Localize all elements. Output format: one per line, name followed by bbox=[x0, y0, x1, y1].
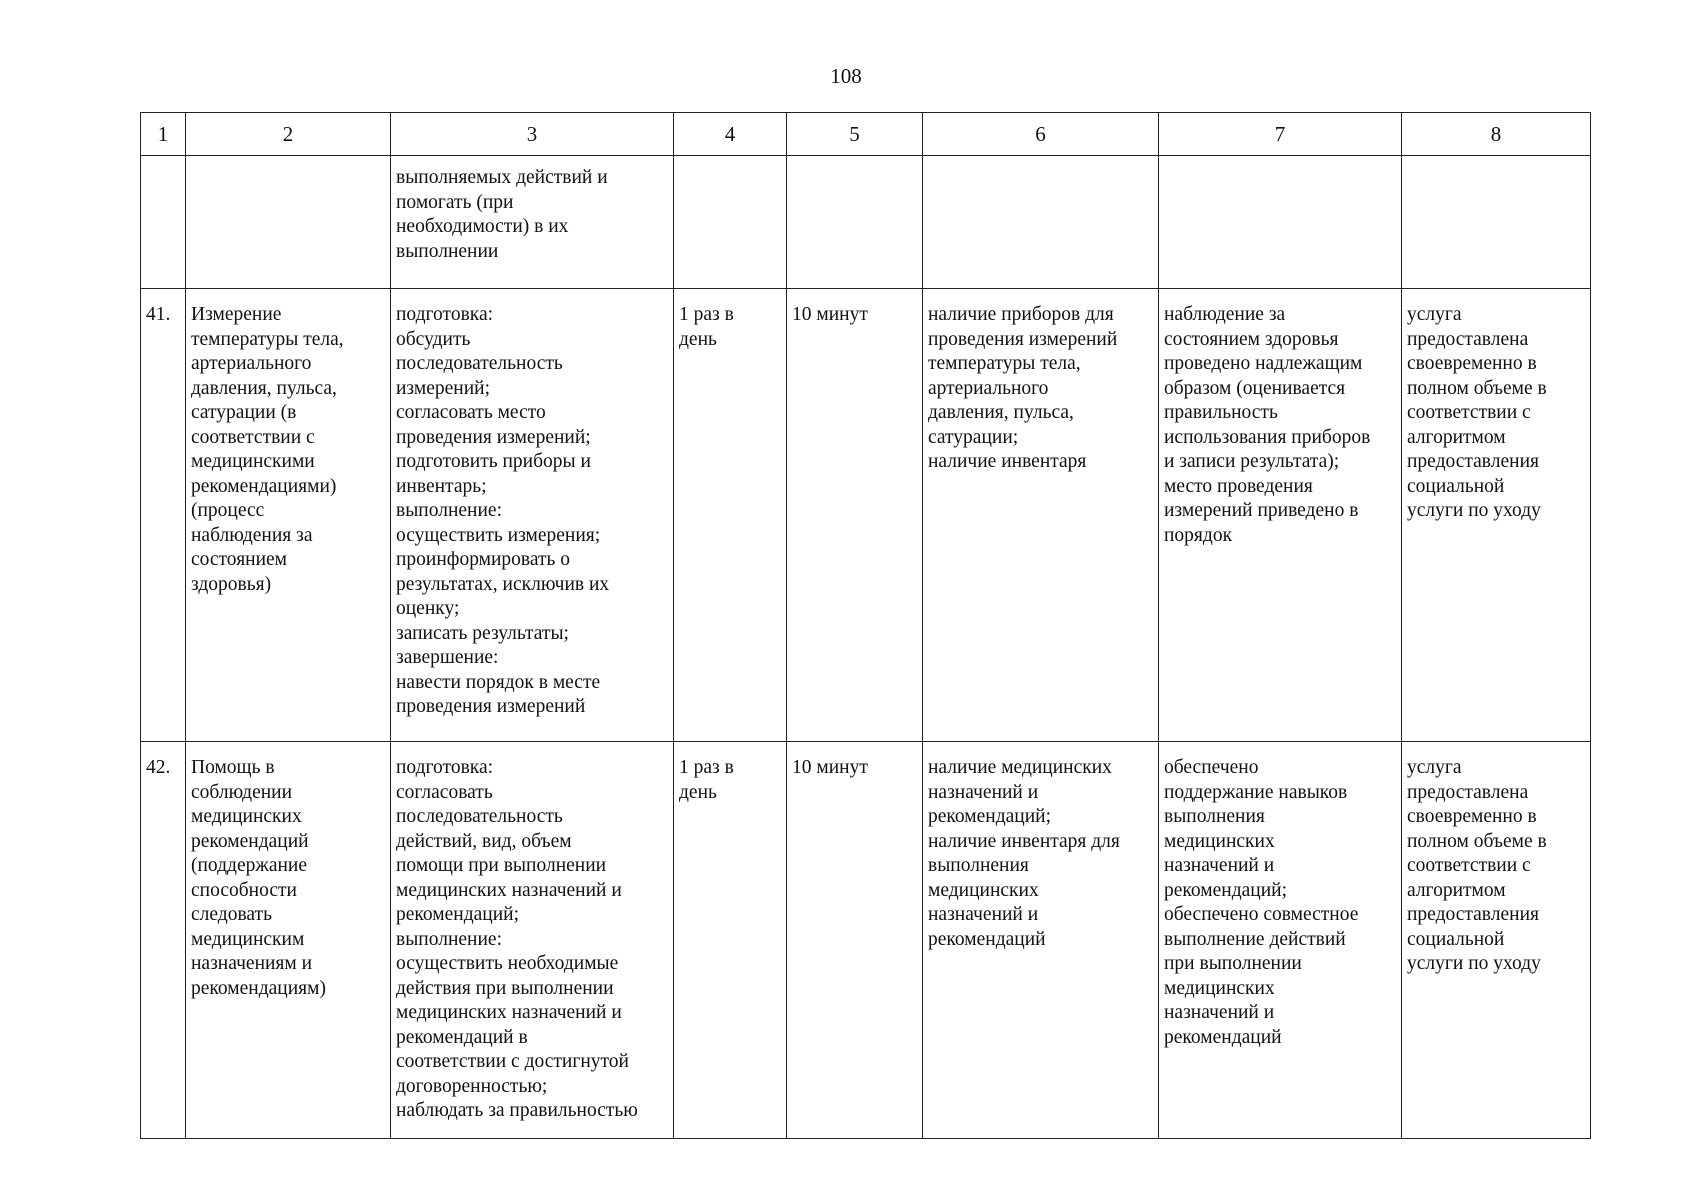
row-number-cell bbox=[141, 156, 186, 289]
column-header: 7 bbox=[1159, 113, 1402, 156]
service-name-cell: Измерение температуры тела, артериального давления, пульса, сатурации (в соответствии с медицинскими рекомендациями) (процесс наблюдения за состоянием здоровья) bbox=[186, 289, 391, 742]
duration-cell bbox=[787, 156, 923, 289]
column-header: 2 bbox=[186, 113, 391, 156]
column-header: 8 bbox=[1402, 113, 1591, 156]
column-number-row bbox=[141, 113, 1591, 156]
frequency-cell: 1 раз в день bbox=[674, 289, 787, 742]
services-table bbox=[140, 112, 1591, 1139]
frequency-cell bbox=[674, 156, 787, 289]
table-row bbox=[141, 156, 1591, 289]
quality-cell: обеспечено поддержание навыков выполнения медицинских назначений и рекомендаций; обеспечено совместное выполнение действий при выполнении медицинских назначений и рекомендаций bbox=[1159, 742, 1402, 1139]
quality-cell: наблюдение за состоянием здоровья проведено надлежащим образом (оценивается правильность использования приборов и записи результата); место проведения измерений приведено в порядок bbox=[1159, 289, 1402, 742]
result-cell: услуга предоставлена своевременно в полном объеме в соответствии с алгоритмом предоставления социальной услуги по уходу bbox=[1402, 742, 1591, 1139]
result-cell bbox=[1402, 156, 1591, 289]
column-header: 3 bbox=[391, 113, 674, 156]
quality-cell bbox=[1159, 156, 1402, 289]
result-cell: услуга предоставлена своевременно в полном объеме в соответствии с алгоритмом предоставления социальной услуги по уходу bbox=[1402, 289, 1591, 742]
column-header: 5 bbox=[787, 113, 923, 156]
conditions-cell bbox=[923, 156, 1159, 289]
frequency-cell: 1 раз в день bbox=[674, 742, 787, 1139]
row-number-cell: 41. bbox=[141, 289, 186, 742]
service-name-cell: Помощь в соблюдении медицинских рекомендаций (поддержание способности следовать медицинским назначениям и рекомендациям) bbox=[186, 742, 391, 1139]
column-header: 1 bbox=[141, 113, 186, 156]
duration-cell: 10 минут bbox=[787, 289, 923, 742]
conditions-cell: наличие приборов для проведения измерений температуры тела, артериального давления, пульса, сатурации; наличие инвентаря bbox=[923, 289, 1159, 742]
duration-cell: 10 минут bbox=[787, 742, 923, 1139]
actions-cell: подготовка: обсудить последовательность измерений; согласовать место проведения измерений; подготовить приборы и инвентарь; выполнение: осуществить измерения; проинформировать о результатах, исключив их оценку; записать результаты; завершение: навести порядок в месте проведения измерений bbox=[391, 289, 674, 742]
table-row bbox=[141, 742, 1591, 1139]
service-name-cell bbox=[186, 156, 391, 289]
actions-cell: выполняемых действий и помогать (при необходимости) в их выполнении bbox=[391, 156, 674, 289]
table-row bbox=[141, 289, 1591, 742]
page-number: 108 bbox=[830, 64, 862, 88]
conditions-cell: наличие медицинских назначений и рекомендаций; наличие инвентаря для выполнения медицинских назначений и рекомендаций bbox=[923, 742, 1159, 1139]
row-number-cell: 42. bbox=[141, 742, 186, 1139]
actions-cell: подготовка: согласовать последовательность действий, вид, объем помощи при выполнении медицинских назначений и рекомендаций; выполнение: осуществить необходимые действия при выполнении медицинских назначений и рекомендаций в соответствии с достигнутой договоренностью; наблюдать за правильностью bbox=[391, 742, 674, 1139]
column-header: 4 bbox=[674, 113, 787, 156]
column-header: 6 bbox=[923, 113, 1159, 156]
